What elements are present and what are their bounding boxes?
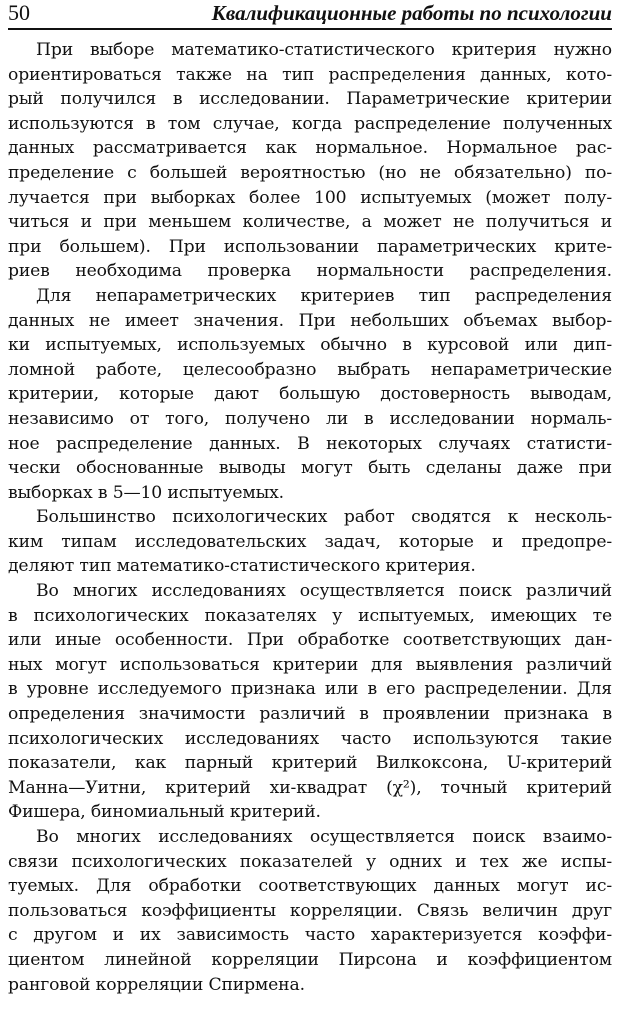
text-line: Большинство психологических работ сводятся к несколь- [36,507,612,528]
text-line: рый получился в исследовании. Параметрические критерии [8,89,612,110]
text-line: ранговой корреляции Спирмена. [8,974,305,995]
text-line: деляют тип математико-статистического критерия. [8,556,476,577]
paragraph [8,505,612,579]
text-line: циентом линейной корреляции Пирсона и коэффициентом [8,949,612,970]
text-line: используются в том случае, когда распределение полученных [8,113,612,134]
paragraph [8,579,612,825]
text-line: психологических исследованиях часто используются такие [8,728,612,749]
text-line: Фишера, биномиальный критерий. [8,802,321,823]
page-header [8,0,612,30]
text-line: ориентироваться также на тип распределения данных, кото- [8,64,612,85]
text-line: определения значимости различий в проявлении признака в [8,704,612,725]
text-line: ных могут использоваться критерии для выявления различий [8,654,612,675]
text-line: ломной работе, целесообразно выбрать непараметрические [8,359,612,380]
text-line: выборках в 5—10 испытуемых. [8,482,284,503]
body-text [8,38,612,997]
page-number: 50 [8,0,30,25]
text-line: риев необходима проверка нормальности распределения. [8,261,612,282]
text-line: независимо от того, получено ли в исследовании нормаль- [8,408,612,429]
text-line: туемых. Для обработки соответствующих данных могут ис- [8,876,612,897]
text-line: ким типам исследовательских задач, которые и предопре- [8,531,612,552]
text-line: при большем). При использовании параметрических крите- [8,236,612,257]
text-line: читься и при меньшем количестве, а может не получиться и [8,212,612,233]
text-line: в уровне исследуемого признака или в его распределении. Для [8,679,612,700]
text-line: пользоваться коэффициенты корреляции. Связь величин друг [8,900,612,921]
running-title: Квалификационные работы по психологии [211,1,612,25]
text-line: данных рассматривается как нормальное. Нормальное рас- [8,138,612,159]
text-line: ки испытуемых, используемых обычно в курсовой или дип- [8,335,612,356]
text-line: Во многих исследованиях осуществляется поиск различий [36,581,612,602]
text-line: с другом и их зависимость часто характеризуется коэффи- [8,925,612,946]
text-line: Во многих исследованиях осуществляется поиск взаимо- [36,827,612,847]
text-line: критерии, которые дают большую достоверность выводам, [8,384,612,405]
paragraph [8,284,612,505]
text-line: связи психологических показателей у одних и тех же испы- [8,851,612,872]
text-line: или иные особенности. При обработке соответствующих дан- [8,630,612,651]
text-line: показатели, как парный критерий Вилкоксона, U-критерий [8,753,612,774]
paragraph [8,825,612,997]
paragraph [8,38,612,284]
text-line: Для непараметрических критериев тип распределения [36,285,612,306]
text-line: пределение с большей вероятностью (но не обязательно) по- [8,162,612,183]
text-line: лучается при выборках более 100 испытуемых (может полу- [8,187,612,208]
text-line: ное распределение данных. В некоторых случаях статисти- [8,433,612,454]
text-line: чески обоснованные выводы могут быть сделаны даже при [8,458,612,479]
text-line: данных не имеет значения. При небольших объемах выбор- [8,310,612,331]
text-line: При выборе математико-статистического критерия нужно [36,40,612,60]
text-line: Манна—Уитни, критерий хи-квадрат (χ²), точный критерий [8,777,612,798]
text-line: в психологических показателях у испытуемых, имеющих те [8,605,612,626]
